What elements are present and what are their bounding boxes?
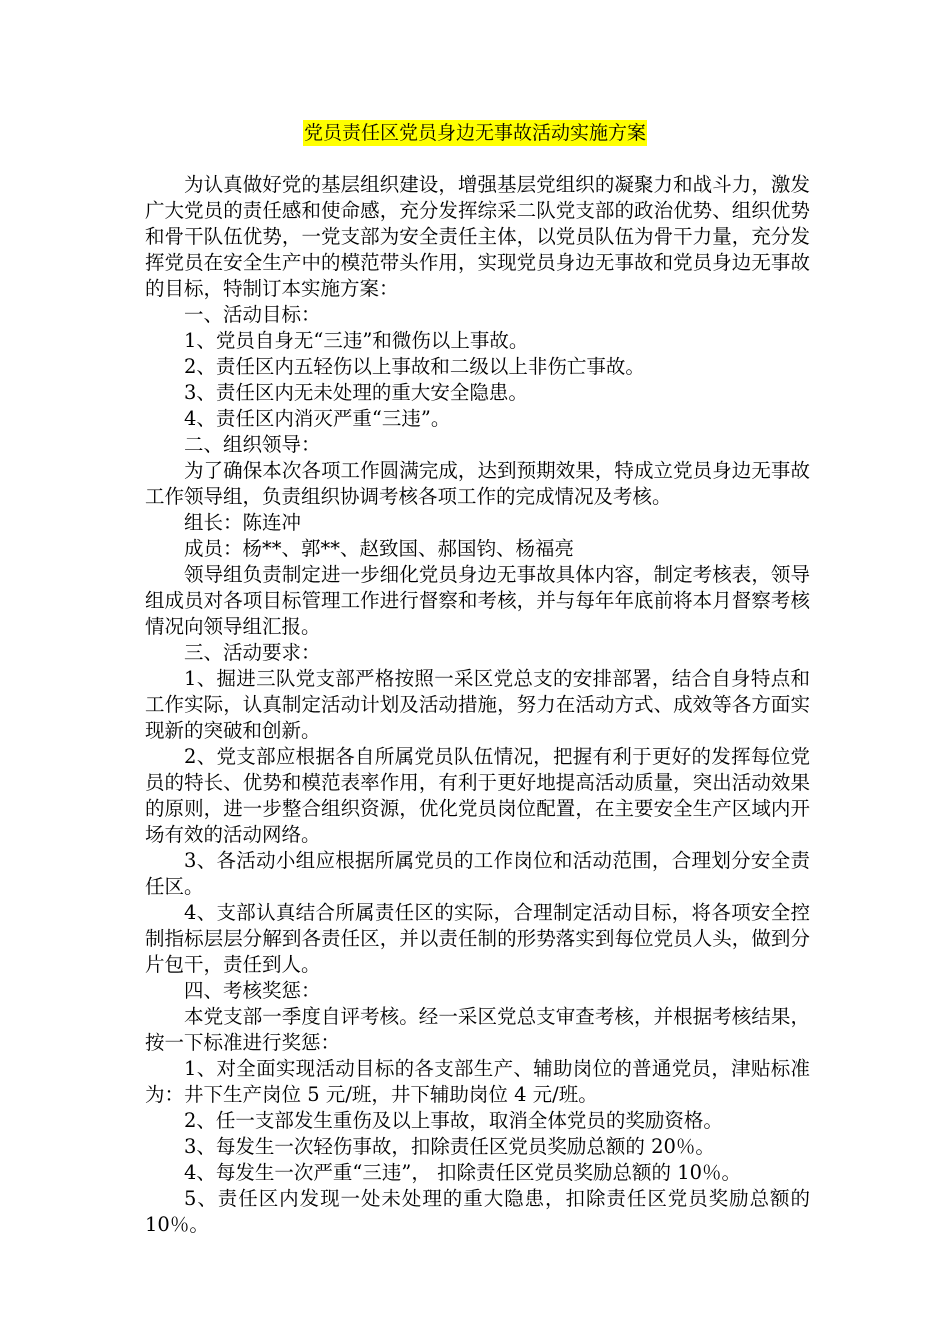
paragraph-intro: 为认真做好党的基层组织建设，增强基层党组织的凝聚力和战斗力，激发广大党员的责任感和使命感，充分发挥综采二队党支部的政治优势、组织优势和骨干队伍优势，一党支部为安全责任主体，以党员队伍为骨干力量，充分发挥党员在安全生产中的模范带头作用，实现党员身边无事故和党员身边无事故的目标，特制订本实施方案： — [145, 173, 810, 300]
heading-organization: 二、组织领导： — [184, 433, 321, 456]
paragraph-organization: 为了确保本次各项工作圆满完成，达到预期效果，特成立党员身边无事故工作领导组，负责组织协调考核各项工作的完成情况及考核。 — [145, 459, 810, 508]
requirement-item: 4、支部认真结合所属责任区的实际，合理制定活动目标，将各项安全控制指标层层分解到各责任区，并以责任制的形势落实到每位党员人头，做到分片包干，责任到人。 — [145, 901, 810, 976]
reward-item: 5、责任区内发现一处未处理的重大隐患，扣除责任区党员奖励总额的 10％。 — [145, 1187, 810, 1236]
heading-requirements: 三、活动要求： — [184, 641, 321, 664]
goal-item: 4、责任区内消灭严重“三违”。 — [184, 407, 451, 430]
heading-activity-goals: 一、活动目标： — [184, 303, 321, 326]
goal-item: 2、责任区内五轻伤以上事故和二级以上非伤亡事故。 — [184, 355, 645, 378]
title-container — [0, 120, 950, 146]
team-members: 成员：杨**、郭**、赵致国、郝国钧、杨福亮 — [184, 537, 575, 560]
document-body — [145, 172, 810, 1238]
reward-item: 4、每发生一次严重“三违”， 扣除责任区党员奖励总额的 10％。 — [184, 1161, 742, 1184]
reward-item: 3、每发生一次轻伤事故，扣除责任区党员奖励总额的 20％。 — [184, 1135, 715, 1158]
team-leader: 组长：陈连冲 — [184, 511, 302, 534]
heading-assessment: 四、考核奖惩： — [184, 979, 321, 1002]
goal-item: 1、党员自身无“三违”和微伤以上事故。 — [184, 329, 529, 352]
requirement-item: 2、党支部应根据各自所属党员队伍情况，把握有利于更好的发挥每位党员的特长、优势和模范表率作用，有利于更好地提高活动质量，突出活动效果的原则，进一步整合组织资源，优化党员岗位配置，在主要安全生产区域内开场有效的活动网络。 — [145, 745, 810, 846]
document-title: 党员责任区党员身边无事故活动实施方案 — [303, 122, 646, 144]
goal-item: 3、责任区内无未处理的重大安全隐患。 — [184, 381, 528, 404]
paragraph-assessment: 本党支部一季度自评考核。经一采区党总支审查考核，并根据考核结果，按一下标准进行奖惩： — [145, 1005, 810, 1054]
requirement-item: 1、掘进三队党支部严格按照一采区党总支的安排部署，结合自身特点和工作实际，认真制定活动计划及活动措施，努力在活动方式、成效等各方面实现新的突破和创新。 — [145, 667, 810, 742]
reward-item: 2、任一支部发生重伤及以上事故，取消全体党员的奖励资格。 — [184, 1109, 723, 1132]
reward-item: 1、对全面实现活动目标的各支部生产、辅助岗位的普通党员，津贴标准为：井下生产岗位 5 元/班，井下辅助岗位 4 元/班。 — [145, 1057, 810, 1106]
paragraph-responsibility: 领导组负责制定进一步细化党员身边无事故具体内容，制定考核表，领导组成员对各项目标管理工作进行督察和考核，并与每年年底前将本月督察考核情况向领导组汇报。 — [145, 563, 810, 638]
requirement-item: 3、各活动小组应根据所属党员的工作岗位和活动范围，合理划分安全责任区。 — [145, 849, 810, 898]
